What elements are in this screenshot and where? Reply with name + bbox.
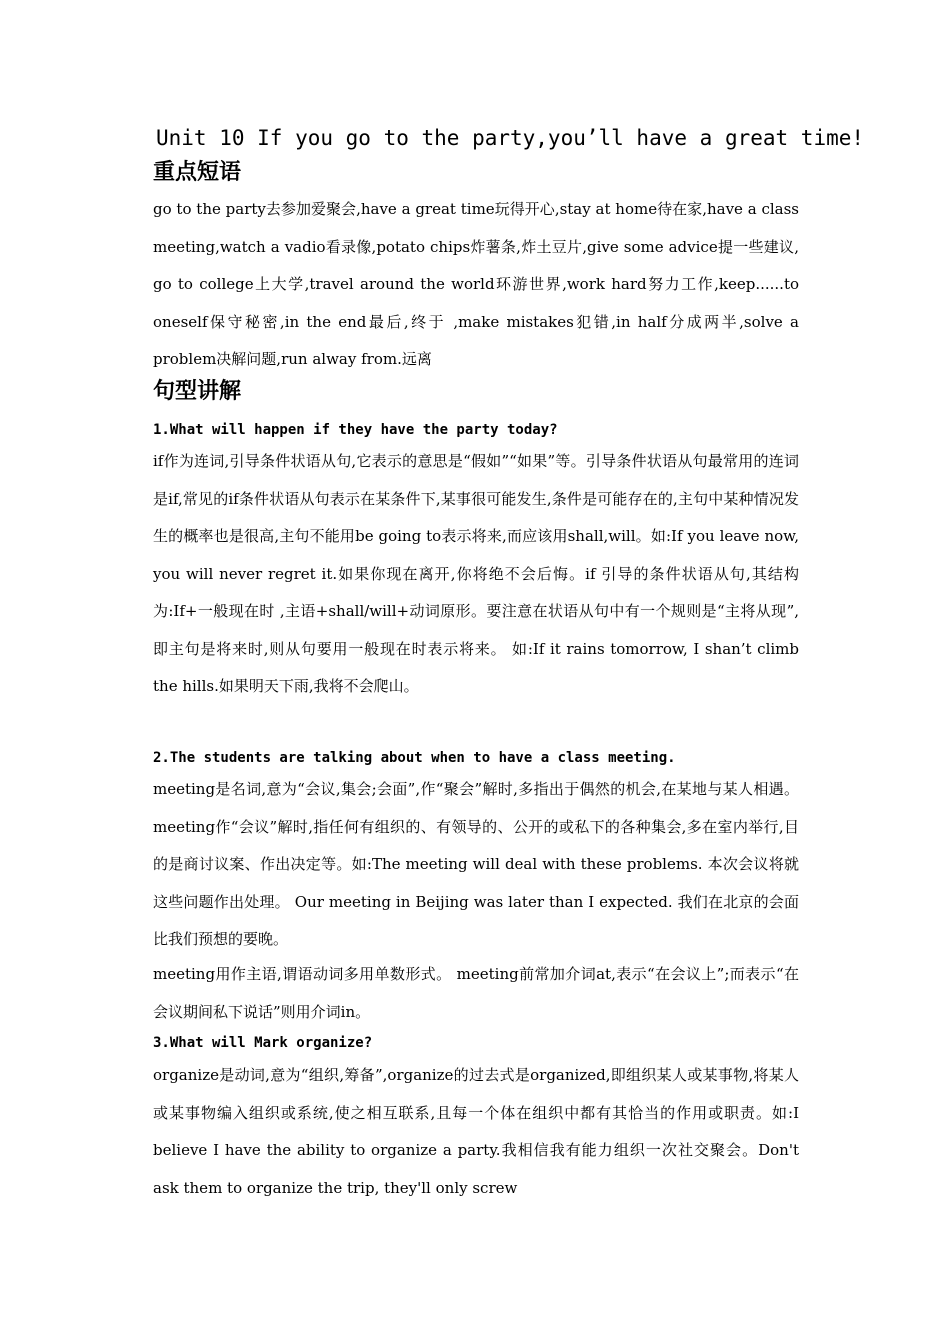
- sentence-patterns-heading: 句型讲解: [153, 379, 242, 404]
- question-1: 1.What will happen if they have the party today?: [153, 422, 558, 438]
- question-1-explanation: if作为连词,引导条件状语从句,它表示的意思是“假如”“如果”等。引导条件状语从句最常用的连词是if,常见的if条件状语从句表示在某条件下,某事很可能发生,条件是可能存在的,主句中某种情况发生的概率也是很高,主句不能用be going to表示将来,而应该用shall,will。如:If you leave now, you will never regret it.如果你现在离开,你将绝不会后悔。if 引导的条件状语从句,其结构为:If+一般现在时 ,主语+shall/will+动词原形。要注意在状语从句中有一个规则是“主将从现”,即主句是将来时,则从句要用一般现在时表示将来。 如:If it rains tomorrow, I shan’t climb the hills.如果明天下雨,我将不会爬山。: [153, 452, 799, 695]
- question-3: 3.What will Mark organize?: [153, 1035, 373, 1051]
- question-2: 2.The students are talking about when to have a class meeting.: [153, 750, 676, 766]
- page-title: Unit 10 If you go to the party,you’ll have a great time!: [156, 126, 865, 150]
- key-phrases-paragraph: go to the party去参加爱聚会,have a great time玩得开心,stay at home待在家,have a class meeting,watch a vadio看录像,potato chips炸薯条,炸土豆片,give some advice提一些建议, go to college上大学,travel around the world环游世界,work hard努力工作,keep......to oneself保守秘密,in the end最后,终于 ,make mistakes犯错,in half分成两半,solve a problem决解问题,run alway from.远离: [153, 200, 799, 368]
- question-3-explanation: organize是动词,意为“组织,筹备”,organize的过去式是organized,即组织某人或某事物,将某人或某事物编入组织或系统,使之相互联系,且每一个体在组织中都有其恰当的作用或职责。如:I believe I have the ability to organize a party.我相信我有能力组织一次社交聚会。Don't ask them to organize the trip, they'll only screw: [153, 1066, 799, 1197]
- key-phrases-heading: 重点短语: [153, 160, 242, 185]
- question-2-explanation: meeting是名词,意为“会议,集会;会面”,作“聚会”解时,多指出于偶然的机会,在某地与某人相遇。meeting作“会议”解时,指任何有组织的、有领导的、公开的或私下的各种集会,多在室内举行,目的是商讨议案、作出决定等。如:The meeting will deal with these problems. 本次会议将就这些问题作出处理。 Our meeting in Beijing was later than I expected. 我们在北京的会面比我们预想的要晚。: [153, 780, 799, 948]
- question-2-note: meeting用作主语,谓语动词多用单数形式。 meeting前常加介词at,表示“在会议上”;而表示“在会议期间私下说话”则用介词in。: [153, 965, 799, 1021]
